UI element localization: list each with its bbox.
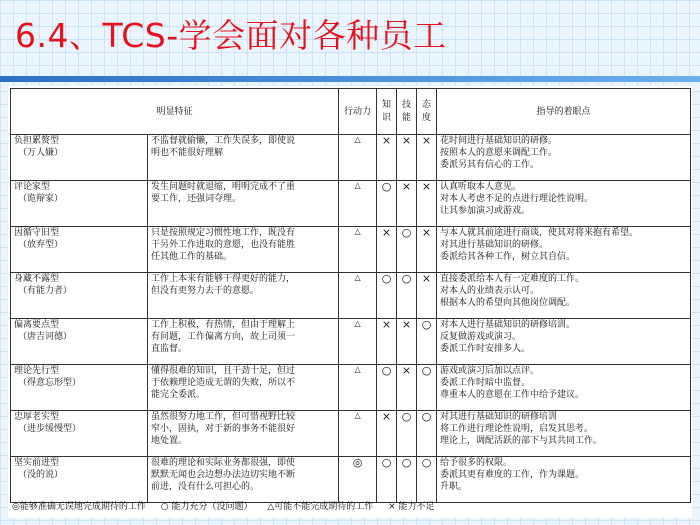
table-row <box>11 457 691 503</box>
knowledge-rating: × <box>377 319 397 365</box>
employee-type-cell <box>11 181 148 227</box>
guidance-cell <box>437 181 691 227</box>
guidance-cell <box>437 457 691 503</box>
action-triangle-mark: △ <box>354 135 361 144</box>
employee-type-name: 理论先行型 <box>14 366 60 376</box>
skill-rating: × <box>397 365 417 411</box>
table-row <box>11 319 691 365</box>
employee-type-name: 偏离要点型 <box>14 320 60 330</box>
guidance-line: 让其参加演习或游戏。 <box>440 206 531 216</box>
action-cell <box>339 181 377 227</box>
features-cell <box>148 227 339 273</box>
guidance-line: 委派其更有难度的工作，作为课题。 <box>440 470 585 480</box>
guidance-line: 对其进行基础知识的研修培训 <box>440 412 558 422</box>
action-triangle-mark: △ <box>354 319 361 328</box>
employee-type-name: 坚实前进型 <box>14 458 60 468</box>
employee-type-alias: （诡辩家） <box>18 194 64 204</box>
table-row <box>11 227 691 273</box>
skill-rating: ○ <box>397 273 417 319</box>
employee-type-cell <box>11 411 148 457</box>
guidance-cell <box>437 273 691 319</box>
employee-type-alias: （没的说） <box>18 470 64 480</box>
feature-line: 懂得很难的知识，且干劲十足，但过 <box>151 366 296 376</box>
header-guidance: 指导的着眼点 <box>437 89 691 135</box>
features-cell <box>148 457 339 503</box>
feature-line: 默默无闻也会边想办法边切实地不断 <box>151 470 296 480</box>
feature-line: 明也不能很好理解 <box>151 148 224 158</box>
knowledge-rating: ○ <box>377 457 397 503</box>
guidance-line: 对其进行基础知识的研修。 <box>440 240 549 250</box>
guidance-line: 理论上，调配活跃的部下与其共同工作。 <box>440 436 603 446</box>
guidance-line: 对本人进行基础知识的研修培训。 <box>440 320 576 330</box>
guidance-cell <box>437 227 691 273</box>
features-cell <box>148 319 339 365</box>
attitude-rating: ○ <box>417 365 437 411</box>
skill-rating: × <box>397 319 417 365</box>
action-cell <box>339 227 377 273</box>
employee-type-name: 忠厚老实型 <box>14 412 60 422</box>
action-cell <box>339 365 377 411</box>
feature-line: 能完全委派。 <box>151 390 206 400</box>
guidance-cell <box>437 365 691 411</box>
knowledge-rating: × <box>377 135 397 181</box>
action-cell <box>339 135 377 181</box>
knowledge-rating: ○ <box>377 181 397 227</box>
legend <box>12 500 447 514</box>
table-header-row <box>11 89 691 135</box>
guidance-line: 反复做游戏或演习。 <box>440 332 522 342</box>
employee-type-cell <box>11 319 148 365</box>
guidance-line: 委派工作时安排多人。 <box>440 344 531 354</box>
feature-line: 于依赖理论造成无谓的失败，所以不 <box>151 378 296 388</box>
feature-line: 但没有更努力去干的意愿。 <box>151 286 260 296</box>
action-triangle-mark: △ <box>354 273 361 282</box>
feature-line: 窄小，固执，对于新的事务不能很好 <box>151 424 296 434</box>
feature-line: 工作上本来有能够干得更好的能力， <box>151 274 296 284</box>
features-cell <box>148 273 339 319</box>
table-row <box>11 273 691 319</box>
table-row <box>11 365 691 411</box>
employee-type-cell <box>11 227 148 273</box>
employee-types-table <box>10 88 691 503</box>
skill-rating: ○ <box>397 411 417 457</box>
feature-line: 虽然很努力地工作，但可惜视野比较 <box>151 412 296 422</box>
feature-line: 很难的理论和实际业务都很强，即使 <box>151 458 296 468</box>
action-cell <box>339 273 377 319</box>
feature-line: 有问题，工作偏离方向，故上司须一 <box>151 332 296 342</box>
skill-rating: ○ <box>397 227 417 273</box>
feature-line: 地处置。 <box>151 436 188 446</box>
skill-rating: ○ <box>397 457 417 503</box>
guidance-line: 游戏或演习后加以点评。 <box>440 366 540 376</box>
guidance-cell <box>437 135 691 181</box>
guidance-line: 与本人就其前途进行商谈，使其对将来抱有希望。 <box>440 228 639 238</box>
action-triangle-mark: △ <box>354 411 361 420</box>
employee-type-cell <box>11 457 148 503</box>
feature-line: 发生问题时就退缩，明明完成不了重 <box>151 182 296 192</box>
guidance-line: 将工作进行理论性说明，启发其思考。 <box>440 424 594 434</box>
table-sheet <box>8 86 692 518</box>
action-triangle-mark: △ <box>354 181 361 190</box>
employee-type-cell <box>11 135 148 181</box>
employee-type-alias: （进步缓慢型） <box>18 424 82 434</box>
feature-line: 不监督就偷懒，工作失误多，即使说 <box>151 136 296 146</box>
guidance-line: 升职。 <box>440 482 468 492</box>
feature-line: 干另外工作进取的意愿，也没有能胜 <box>151 240 296 250</box>
action-triangle-mark: △ <box>354 227 361 236</box>
legend-excellent: ◎能够准确无误地完成期待的工作 <box>12 502 146 512</box>
attitude-rating: × <box>417 181 437 227</box>
header-attitude: 态 度 <box>417 89 437 135</box>
feature-line: 任其他工作的基础。 <box>151 252 233 262</box>
employee-type-name: 负担累赘型 <box>14 136 60 146</box>
employee-type-alias: （万人嫌） <box>18 148 64 158</box>
feature-line: 工作上积极，有热情，但由于理解上 <box>151 320 296 330</box>
action-cell <box>339 411 377 457</box>
legend-may-fail: △可能不能完成期待的工作 <box>267 502 374 512</box>
employee-type-cell <box>11 365 148 411</box>
knowledge-rating: ○ <box>377 273 397 319</box>
guidance-cell <box>437 411 691 457</box>
guidance-cell <box>437 319 691 365</box>
title-underline <box>0 76 700 82</box>
guidance-line: 花时间进行基础知识的研修。 <box>440 136 558 146</box>
features-cell <box>148 365 339 411</box>
knowledge-rating: × <box>377 411 397 457</box>
employee-type-alias: （唐吉诃德） <box>18 332 73 342</box>
legend-insufficient: × 能力不足 <box>388 502 435 512</box>
employee-type-alias: （得意忘形型） <box>18 378 82 388</box>
feature-line: 直监督。 <box>151 344 188 354</box>
guidance-line: 按照本人的意愿来调配工作。 <box>440 148 558 158</box>
guidance-line: 委派另其有信心的工作。 <box>440 160 540 170</box>
attitude-rating: × <box>417 273 437 319</box>
header-features: 明显特征 <box>11 89 339 135</box>
header-knowledge: 知 识 <box>377 89 397 135</box>
employee-type-alias: （放弃型） <box>18 240 64 250</box>
legend-sufficient: ○ 能力充分（没问题） <box>160 502 253 512</box>
attitude-rating: × <box>417 135 437 181</box>
features-cell <box>148 411 339 457</box>
slide-title: 6.4、TCS-学会面对各种员工 <box>15 16 447 55</box>
attitude-rating: ○ <box>417 411 437 457</box>
guidance-line: 认真听取本人意见。 <box>440 182 522 192</box>
features-cell <box>148 135 339 181</box>
employee-type-name: 评论家型 <box>14 182 51 192</box>
attitude-rating: ○ <box>417 319 437 365</box>
feature-line: 要工作，还强词夺理。 <box>151 194 242 204</box>
feature-line: 只是按照规定习惯性地工作，既没有 <box>151 228 296 238</box>
skill-rating: × <box>397 135 417 181</box>
attitude-rating: × <box>417 227 437 273</box>
header-skill: 技 能 <box>397 89 417 135</box>
feature-line: 前进，没有什么可担心的。 <box>151 482 260 492</box>
employee-type-cell <box>11 273 148 319</box>
table-row <box>11 411 691 457</box>
attitude-rating: ○ <box>417 457 437 503</box>
guidance-line: 尊重本人的意愿在工作中给予建议。 <box>440 390 585 400</box>
guidance-line: 给予很多的权限。 <box>440 458 513 468</box>
guidance-line: 对本人的业绩表示认可。 <box>440 286 540 296</box>
guidance-line: 对本人考虑不足的点进行理论性说明。 <box>440 194 594 204</box>
employee-type-name: 因循守旧型 <box>14 228 60 238</box>
action-cell <box>339 457 377 503</box>
table-row <box>11 135 691 181</box>
table-row <box>11 181 691 227</box>
knowledge-rating: ○ <box>377 365 397 411</box>
features-cell <box>148 181 339 227</box>
employee-type-name: 身藏不露型 <box>14 274 60 284</box>
action-triangle-mark: △ <box>354 365 361 374</box>
guidance-line: 直接委派给本人有一定难度的工作。 <box>440 274 585 284</box>
employee-type-alias: （有能力者） <box>18 286 73 296</box>
guidance-line: 根据本人的希望向其他岗位调配。 <box>440 298 576 308</box>
knowledge-rating: × <box>377 227 397 273</box>
action-cell <box>339 319 377 365</box>
skill-rating: × <box>397 181 417 227</box>
action-mark: ◎ <box>352 456 363 469</box>
header-action: 行动力 <box>339 89 377 135</box>
guidance-line: 委派工作时暗中监督。 <box>440 378 531 388</box>
guidance-line: 委派给其各种工作，树立其自信。 <box>440 252 576 262</box>
